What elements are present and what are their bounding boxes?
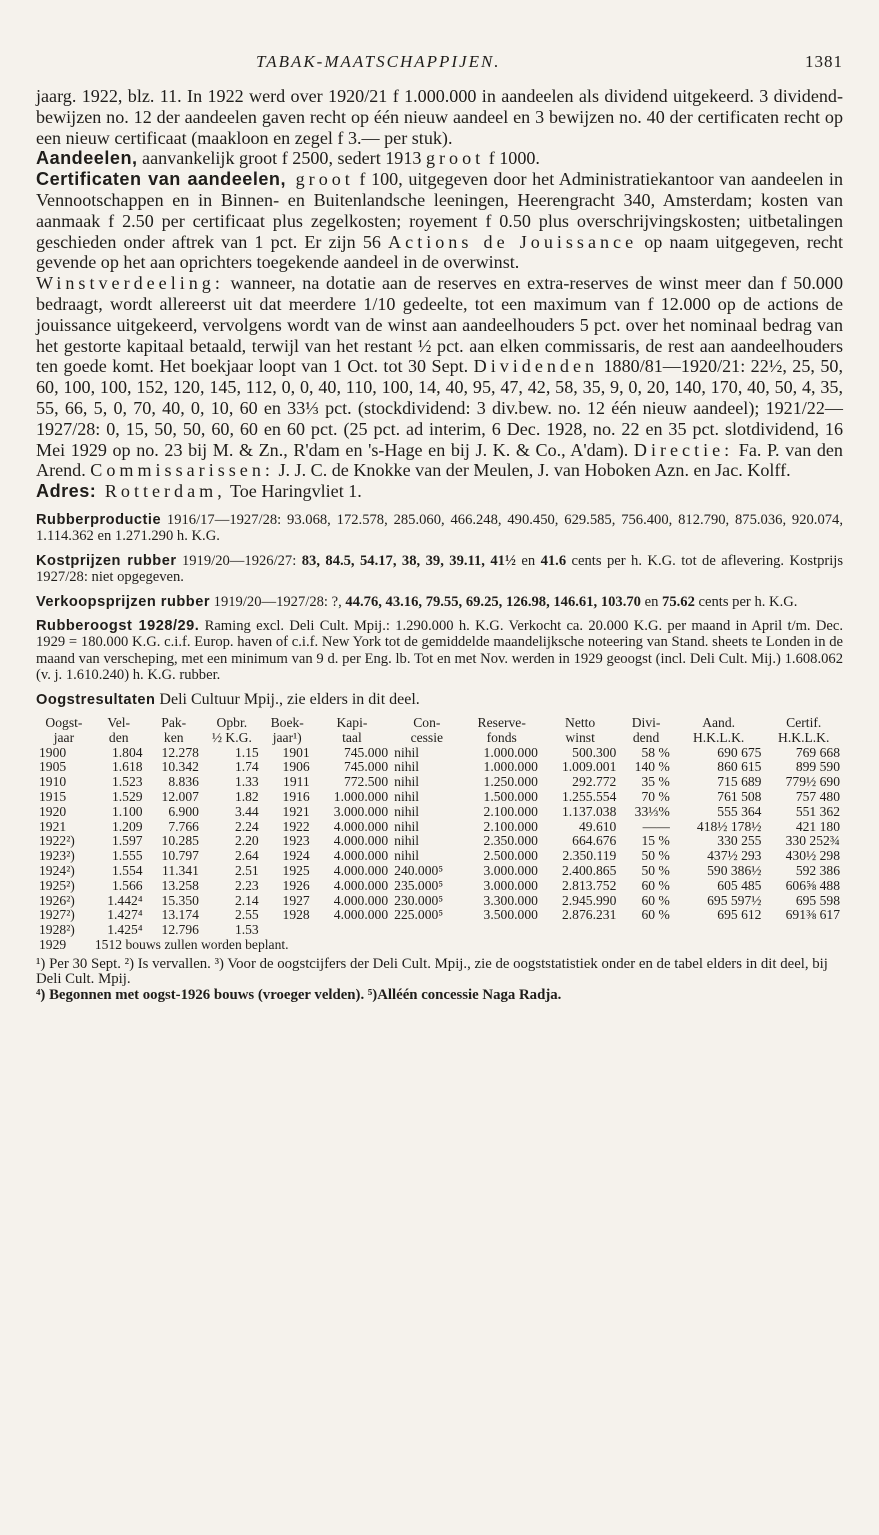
text: f 1000. (484, 148, 540, 169)
table-cell: 695 597½ (707, 892, 762, 908)
table-cell: 240.000⁵ (394, 862, 444, 878)
column-header: ½ K.G. (211, 729, 252, 745)
table-cell: 1905 (39, 759, 67, 775)
table-row (36, 864, 843, 879)
text: 1919/20—1927/28: ?, (210, 593, 346, 610)
table-cell: 1.255.554 (561, 788, 617, 804)
paragraph-oogstresultaten (36, 692, 843, 708)
column-header: H.K.L.K. (692, 729, 745, 745)
paragraph-dividend: jaarg. 1922, blz. 11. In 1922 werd over 1920/21 f 1.000.000 in aandeelen als dividend uitgekeerd. 3 dividend-bewijzen no. 12 der aandeelen gaven recht op één nieuw aandeel en 3 bewijzen no. 40 der certificaten recht op een nieuw certificaat (maakloon en zegel f 3.— per stuk). (36, 86, 843, 148)
table-cell: 1928 (282, 907, 310, 923)
spaced-text: Actions de Jouissance (388, 231, 638, 252)
table-row (36, 894, 843, 909)
column-header: den (108, 729, 129, 745)
table-row (36, 760, 843, 775)
spaced-text: groot (425, 148, 485, 169)
table-cell: 1924 (282, 848, 310, 864)
table-cell: 590 386½ (707, 862, 762, 878)
column-header: winst (565, 729, 595, 745)
table-cell: 49.610 (578, 818, 617, 834)
table-cell: 1.15 (234, 744, 259, 760)
table-cell: 695 612 (717, 907, 762, 923)
keyword-rubberproductie: Rubberproductie (36, 511, 162, 528)
table-cell: 2.400.865 (561, 862, 617, 878)
table-cell: 10.342 (161, 759, 199, 775)
paragraph-adres (36, 481, 843, 502)
table-cell: 58 % (641, 744, 670, 760)
column-header: jaar¹) (272, 729, 302, 745)
table-cell: 3.500.000 (483, 907, 538, 923)
bold-values: 44.76, 43.16, 79.55, 69.25, 126.98, 146.61, 103.70 (345, 593, 641, 610)
table-cell: 1922²) (39, 833, 75, 849)
table-cell: 1900 (39, 744, 67, 760)
text: cents per h. K.G. tot de aflevering. Kostprijs 1927/28: niet opgegeven. (36, 552, 844, 586)
table-cell: 2.20 (234, 833, 259, 849)
table-cell: 500.300 (572, 744, 617, 760)
table-cell: 292.772 (572, 774, 617, 790)
table-cell: 1922 (282, 818, 310, 834)
paragraph-aandeelen (36, 148, 843, 169)
table-cell: 10.797 (161, 848, 199, 864)
table-cell: 12.796 (161, 922, 199, 938)
text: 1919/20—1926/27: (176, 552, 302, 569)
table-cell: 4.000.000 (333, 862, 389, 878)
table-cell (313, 923, 391, 938)
table-cell: 60 % (641, 907, 670, 923)
table-cell: 2.350.000 (483, 833, 538, 849)
table-cell: 4.000.000 (333, 833, 389, 849)
table-cell: 1921 (39, 818, 67, 834)
table-cell: 1928²) (39, 922, 75, 938)
table-cell: 1.500.000 (483, 788, 538, 804)
table-cell: 1925²) (39, 877, 75, 893)
table-row (36, 834, 843, 849)
table-cell: 1.425⁴ (107, 922, 143, 938)
table-cell: 1906 (282, 759, 310, 775)
table-cell: 13.174 (161, 907, 199, 923)
table-cell: 2.100.000 (483, 818, 538, 834)
table-cell: 35 % (641, 774, 670, 790)
table-header (36, 716, 843, 746)
table-cell: 1.597 (111, 833, 143, 849)
text: Toe Haringvliet 1. (225, 481, 362, 502)
table-cell: 10.285 (161, 833, 199, 849)
table-cell: nihil (394, 759, 420, 775)
table-cell: 1.000.000 (333, 788, 389, 804)
table-row (36, 790, 843, 805)
table-cell: 691⅜ 617 (785, 907, 840, 923)
table-cell: 2.24 (234, 818, 259, 834)
table-row (36, 775, 843, 790)
table-cell: 772.500 (343, 774, 389, 790)
table-cell (391, 923, 462, 938)
bold-values: 83, 84.5, 54.17, 38, 39, 39.11, 41½ (301, 552, 516, 569)
table-cell: 2.500.000 (483, 848, 538, 864)
table-cell: 2.350.119 (562, 848, 617, 864)
table-row (36, 923, 843, 938)
text: 1916/17—1927/28: 93.068, 172.578, 285.060, 466.248, 490.450, 629.585, 756.400, 812.790, 875.036, 920.074, 1.114.362 en 1.271.290 h. K.G. (36, 511, 843, 545)
table-cell: 421 180 (795, 818, 840, 834)
table-cell: nihil (394, 848, 420, 864)
column-header: dend (632, 729, 660, 745)
table-cell: 3.000.000 (483, 862, 538, 878)
main-text (36, 86, 843, 502)
text: en (640, 593, 663, 610)
table-cell: 1.009.001 (561, 759, 617, 775)
table-cell: 1927²) (39, 907, 75, 923)
table-cell: 11.341 (162, 862, 199, 878)
paragraph-kostprijzen (36, 553, 843, 586)
table-cell: 50 % (641, 862, 670, 878)
table-row (36, 879, 843, 894)
table-cell (262, 923, 313, 938)
table-cell: 1.555 (111, 848, 143, 864)
table-cell: 4.000.000 (333, 848, 389, 864)
table-cell: 1927 (282, 892, 310, 908)
table-cell: 330 255 (717, 833, 762, 849)
table-cell: 1910 (39, 774, 67, 790)
table-cell: 1.523 (111, 774, 143, 790)
table-cell: 1916 (282, 788, 310, 804)
text: Deli Cultuur Mpij., zie elders in dit deel. (155, 690, 420, 708)
table-cell: 2.55 (234, 907, 259, 923)
table-cell: 418½ 178½ (696, 818, 762, 834)
column-header: Opbr. (216, 715, 248, 730)
table-cell: nihil (394, 803, 420, 819)
table-cell: 690 675 (717, 744, 762, 760)
table-cell: 2.876.231 (561, 907, 617, 923)
table-cell: 1911 (283, 774, 310, 790)
text: f 100, uitgegeven door het Administratiekantoor van aandeelen in Vennootschappen en in Binnen- en Buitenlandsche leeningen, Heerengracht 340, Amsterdam; kosten van aanmaak f 2.50 per certificaat plus zegelkosten; royement f 0.50 plus overschrijvingskosten; uitbetalingen geschieden onder aftrek van 1 pct. Er zijn 56 (36, 169, 843, 252)
table-row (36, 938, 843, 953)
table-cell: 1.209 (111, 818, 143, 834)
small-print-section (36, 512, 843, 708)
paragraph-winstverdeeling (36, 273, 843, 481)
table-cell: 12.278 (161, 744, 199, 760)
paragraph-verkoopsprijzen (36, 594, 843, 610)
table-cell (619, 923, 672, 938)
table-cell: 664.676 (572, 833, 617, 849)
table-cell: 8.836 (168, 774, 199, 790)
column-header: Netto (565, 715, 596, 730)
text: en (515, 552, 541, 569)
page-number: 1381 (805, 52, 843, 71)
table-header-row (36, 716, 843, 731)
spaced-text: Dividenden (473, 356, 599, 377)
table-cell: 3.300.000 (483, 892, 538, 908)
table-cell: 1.000.000 (483, 744, 538, 760)
table-cell: 1926²) (39, 892, 75, 908)
running-title: TABAK-MAATSCHAPPIJEN. (256, 52, 501, 71)
footnote-line: ⁴) Begonnen met oogst-1926 bouws (vroeger velden). ⁵)Alléén concessie Naga Radja. (36, 986, 562, 1003)
table-cell: 2.14 (234, 892, 259, 908)
table-cell: —— (642, 818, 670, 834)
table-cell: 3.44 (234, 803, 259, 819)
table-cell: 3.000.000 (333, 803, 389, 819)
table-cell: 1512 bouws zullen worden beplant. (94, 936, 289, 952)
table-cell (541, 923, 619, 938)
table-row (36, 805, 843, 820)
table-cell: 4.000.000 (333, 907, 389, 923)
table-cell: 15.350 (161, 892, 199, 908)
footnotes (36, 957, 843, 1004)
text: wanneer, na dotatie aan de reserves en extra-reserves de winst meer dan f 50.000 bedraagt, wordt allereerst uit dat meerdere 1/10 gedeelte, tot een maximum van f 12.000 op de actions de jouissance uitgekeerd, vervolgens wordt van de winst aan aandeelhouders 5 pct. over het nominaal bedrag van het gestorte kapitaal betaald, terwijl van het restant ½ pct. aan elken commissaris, de rest aan aandeelhouders ten goede komt. Het boekjaar loopt van 1 Oct. tot 30 Sept. (36, 273, 843, 377)
table-cell: 70 % (641, 788, 670, 804)
text: aanvankelijk groot f 2500, sedert 1913 (137, 148, 426, 169)
paragraph-rubberproductie (36, 512, 843, 545)
table-cell: 605 485 (717, 877, 762, 893)
table-cell: 15 % (641, 833, 670, 849)
keyword-aandeelen: Aandeelen, (36, 148, 138, 169)
table-row (36, 849, 843, 864)
table-cell: 1921 (282, 803, 310, 819)
table-cell: 1925 (282, 862, 310, 878)
column-header: H.K.L.K. (778, 729, 830, 745)
table-row (36, 820, 843, 835)
table-cell: 1924²) (39, 862, 75, 878)
table-cell: 695 598 (795, 892, 840, 908)
table-cell: 140 % (634, 759, 670, 775)
spaced-text: Winstverdeeling: (36, 273, 224, 294)
table-cell: 12.007 (161, 788, 199, 804)
table-cell: 1.529 (111, 788, 143, 804)
page-header (36, 52, 843, 72)
table-cell: 2.100.000 (483, 803, 538, 819)
table-cell: 4.000.000 (333, 818, 389, 834)
table-cell: 33⅓% (634, 803, 670, 819)
table-cell: 1915 (39, 788, 67, 804)
table-cell: 50 % (641, 848, 670, 864)
table-cell: 1.74 (234, 759, 259, 775)
column-header: taal (342, 729, 362, 745)
keyword-rubberoogst: Rubberoogst 1928/29. (36, 617, 200, 634)
table-cell: nihil (394, 833, 420, 849)
table-cell: 1926 (282, 877, 310, 893)
table-cell: 330 252¾ (785, 833, 840, 849)
table-cell: 1.442⁴ (107, 892, 143, 908)
table-cell: 1929 (39, 936, 67, 952)
column-header: jaar (53, 729, 75, 745)
table-cell: nihil (394, 744, 420, 760)
table-cell: 1.000.000 (483, 759, 538, 775)
table-cell: 745.000 (343, 744, 389, 760)
text: J. J. C. de Knokke van der Meulen, J. van Hoboken Azn. en Jac. Kolff. (273, 460, 791, 481)
table-cell: 899 590 (795, 759, 840, 775)
table-cell: 1.82 (234, 788, 259, 804)
harvest-table (36, 716, 843, 953)
table-cell: 592 386 (795, 862, 840, 878)
table-cell: 779½ 690 (785, 774, 840, 790)
table-cell: 1920 (39, 803, 67, 819)
text: Raming excl. Deli Cult. Mpij.: 1.290.000 h. K.G. Verkocht ca. 20.000 K.G. per maand in April t/m. Dec. 1929 = 180.000 K.G. c.i.f. Europ. haven of c.i.f. New York tot de gemiddelde maandelijksche noteering van Stand. sheets te Londen in de maand van verscheping, met een minimum van 9 d. per Eng. lb. Tot en met Nov. werden in 1929 geoogst (incl. Deli Cult. Mij.) 1.608.062 (v. j. 1.610.240) h. K.G. rubber. (36, 617, 843, 684)
keyword-kostprijzen: Kostprijzen rubber (36, 552, 177, 569)
table-cell: 235.000⁵ (394, 877, 444, 893)
table-cell: 7.766 (168, 818, 199, 834)
spaced-text: Directie: (633, 439, 734, 460)
table-cell: 551 362 (795, 803, 840, 819)
table-cell: 1.804 (111, 744, 143, 760)
table-cell: 430½ 298 (785, 848, 840, 864)
column-header: Kapi- (336, 715, 368, 730)
spaced-text: groot (286, 169, 354, 190)
footnote-line: ¹) Per 30 Sept. ²) Is vervallen. ³) Voor de oogstcijfers der Deli Cult. Mpij., zie de oogststatistiek onder en de tabel elders in dit deel, bij Deli Cult. Mpij. (36, 955, 828, 988)
table-row (36, 746, 843, 761)
text: cents per h. K.G. (694, 593, 798, 610)
table-cell: 1923²) (39, 848, 75, 864)
keyword-certificaten: Certificaten van aandeelen, (36, 169, 286, 190)
table-cell: 60 % (641, 877, 670, 893)
paragraph-rubberoogst (36, 618, 843, 684)
column-header: Divi- (631, 715, 661, 730)
table-cell: 715 689 (717, 774, 762, 790)
table-cell: 230.000⁵ (394, 892, 444, 908)
table-cell: 3.000.000 (483, 877, 538, 893)
table-cell: 1.554 (111, 862, 143, 878)
table-cell: nihil (394, 788, 420, 804)
table-cell: 13.258 (161, 877, 199, 893)
table-cell: nihil (394, 818, 420, 834)
column-header: Aand. (702, 715, 736, 730)
table-cell: 2.945.990 (561, 892, 617, 908)
table-cell: 606⅝ 488 (785, 877, 840, 893)
table-cell: 225.000⁵ (394, 907, 444, 923)
column-header: Reserve- (477, 715, 526, 730)
table-cell: 757 480 (795, 788, 840, 804)
table-header-row (36, 731, 843, 746)
table-cell: 2.64 (234, 848, 259, 864)
table-cell: 2.23 (234, 877, 259, 893)
table-cell: 4.000.000 (333, 877, 389, 893)
table-cell (673, 923, 765, 938)
table-cell: 1923 (282, 833, 310, 849)
column-header: Oogst- (45, 715, 83, 730)
table-cell: 555 364 (717, 803, 762, 819)
table-cell: 2.813.752 (561, 877, 617, 893)
table-cell: 745.000 (343, 759, 389, 775)
table-cell: 1.427⁴ (107, 907, 143, 923)
text: 1880/81—1920/21: 22½, 25, 50, 60, 100, 100, 152, 120, 145, 112, 0, 0, 40, 110, 100, 14, 40, 95, 47, 42, 58, 35, 9, 0, 20, 140, 170, 40, 50, 4, 35, 55, 66, 5, 0, 70, 40, 0, 10, 60 en 33⅓ pct. (stockdividend: 3 div.bew. no. 12 één nieuw aandeel); 1921/22—1927/28: 0, 15, 50, 50, 60, 60 en 60 pct. (25 pct. ad interim, 6 Dec. 1928, no. 22 en 35 pct. slotdividend, 16 Mei 1929 op no. 23 bij M. & Zn., R'dam en 's-Hage en bij J. K. & Co., A'dam). (36, 356, 843, 460)
table-cell: 1.100 (111, 803, 143, 819)
column-header: Vel- (107, 715, 131, 730)
table-cell: 1.53 (234, 922, 259, 938)
table-row (36, 908, 843, 923)
bold-values: 41.6 (540, 552, 567, 569)
column-header: cessie (410, 729, 444, 745)
spaced-text: Commissarissen: (90, 460, 274, 481)
table-cell: nihil (394, 774, 420, 790)
paragraph-certificaten (36, 169, 843, 273)
table-cell (462, 923, 540, 938)
table-cell: 761 508 (717, 788, 762, 804)
table-cell: 1.566 (111, 877, 143, 893)
table-cell: 1.137.038 (561, 803, 617, 819)
column-header: Con- (413, 715, 441, 730)
column-header: ken (163, 729, 184, 745)
table-cell: 1901 (282, 744, 310, 760)
column-header: Pak- (161, 715, 187, 730)
table-cell: 1.250.000 (483, 774, 538, 790)
table-cell: 437½ 293 (707, 848, 762, 864)
table-cell: 2.51 (234, 862, 259, 878)
column-header: Certif. (786, 715, 822, 730)
column-header: fonds (486, 729, 517, 745)
keyword-adres: Adres: (36, 481, 97, 502)
table-cell: 769 668 (795, 744, 840, 760)
table-cell: 6.900 (168, 803, 199, 819)
table-cell: 60 % (641, 892, 670, 908)
keyword-oogstresultaten: Oogstresultaten (36, 691, 156, 708)
table-body (36, 746, 843, 953)
text: op naam uitgegeven, recht gevende op het aan oprichters toegekende aandeel in de overwinst. (36, 231, 844, 273)
table-cell: 1.618 (111, 759, 143, 775)
column-header: Boek- (270, 715, 304, 730)
table-cell (764, 923, 843, 938)
spaced-text: Rotterdam, (96, 481, 226, 502)
bold-values: 75.62 (662, 593, 695, 610)
table-cell: 1.33 (234, 774, 259, 790)
keyword-verkoopsprijzen: Verkoopsprijzen rubber (36, 593, 211, 610)
table-cell: 4.000.000 (333, 892, 389, 908)
table-cell: 860 615 (717, 759, 762, 775)
text: Fa. P. van den Arend. (36, 439, 843, 481)
